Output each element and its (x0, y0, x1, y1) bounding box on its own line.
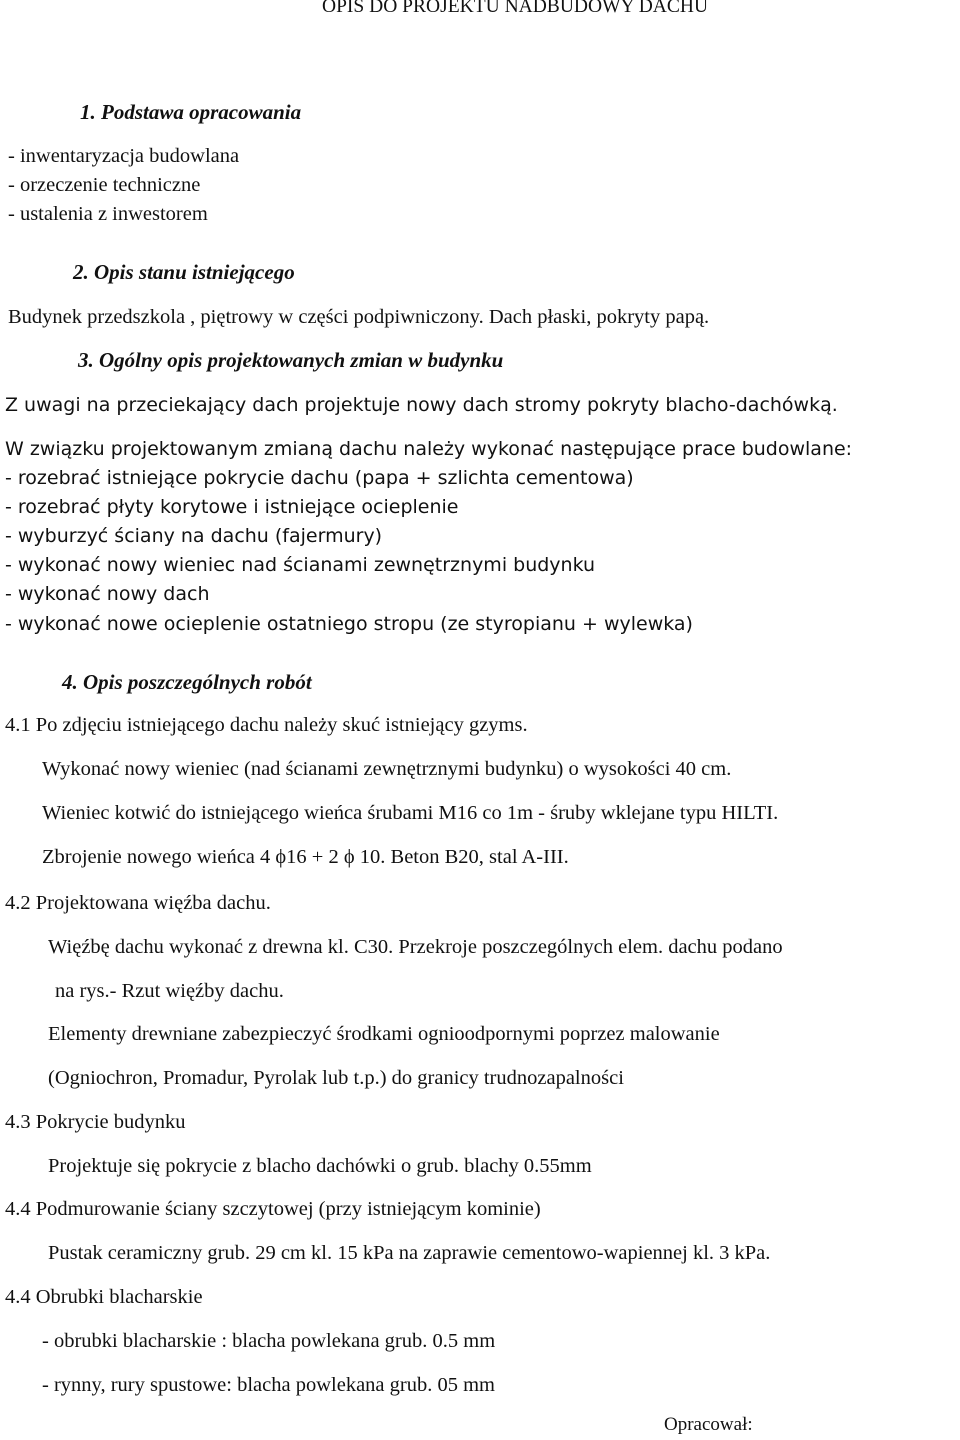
list-item: - orzeczenie techniczne (8, 174, 201, 196)
list-item: - rynny, rury spustowe: blacha powlekana grub. 05 mm (42, 1374, 495, 1396)
subsection-4-3-title: 4.3 Pokrycie budynku (5, 1111, 186, 1133)
paragraph: W związku projektowanym zmianą dachu należy wykonać następujące prace budowlane: (5, 438, 853, 460)
paragraph: na rys.- Rzut więźby dachu. (55, 980, 284, 1002)
list-item: - rozebrać płyty korytowe i istniejące ocieplenie (5, 496, 459, 518)
list-item: - rozebrać istniejące pokrycie dachu (papa + szlichta cementowa) (5, 467, 634, 489)
paragraph: Wieniec kotwić do istniejącego wieńca śrubami M16 co 1m - śruby wklejane typu HILTI. (42, 802, 779, 824)
list-item: - wykonać nowy dach (5, 583, 210, 605)
section-2-heading: 2. Opis stanu istniejącego (73, 260, 295, 284)
section-1-heading: 1. Podstawa opracowania (80, 100, 302, 124)
document-title: OPIS DO PROJEKTU NADBUDOWY DACHU (322, 0, 709, 17)
signature-label: Opracował: (664, 1414, 753, 1435)
paragraph: Zbrojenie nowego wieńca 4 ϕ16 + 2 ϕ 10. Beton B20, stal A-III. (42, 846, 569, 868)
list-item: - wykonać nowy wieniec nad ścianami zewnętrznymi budynku (5, 554, 596, 576)
section-4-heading: 4. Opis poszczególnych robót (62, 670, 312, 694)
paragraph: Elementy drewniane zabezpieczyć środkami ognioodpornymi poprzez malowanie (48, 1023, 720, 1045)
subsection-4-4-title: 4.4 Podmurowanie ściany szczytowej (przy istniejącym kominie) (5, 1198, 541, 1220)
paragraph: Więźbę dachu wykonać z drewna kl. C30. Przekroje poszczególnych elem. dachu podano (48, 936, 783, 958)
paragraph: (Ogniochron, Promadur, Pyrolak lub t.p.) do granicy trudnozapalności (48, 1067, 624, 1089)
paragraph: Pustak ceramiczny grub. 29 cm kl. 15 kPa na zaprawie cementowo-wapiennej kl. 3 kPa. (48, 1242, 771, 1264)
subsection-4-2-title: 4.2 Projektowana więźba dachu. (5, 892, 271, 914)
subsection-4-4b-title: 4.4 Obrubki blacharskie (5, 1286, 203, 1308)
list-item: - wykonać nowe ocieplenie ostatniego stropu (ze styropianu + wylewka) (5, 613, 693, 635)
list-item: - obrubki blacharskie : blacha powlekana grub. 0.5 mm (42, 1330, 496, 1352)
subsection-4-1-title: 4.1 Po zdjęciu istniejącego dachu należy skuć istniejący gzyms. (5, 714, 528, 736)
list-item: - ustalenia z inwestorem (8, 203, 208, 225)
paragraph: Budynek przedszkola , piętrowy w części podpiwniczony. Dach płaski, pokryty papą. (8, 306, 710, 328)
paragraph: Wykonać nowy wieniec (nad ścianami zewnętrznymi budynku) o wysokości 40 cm. (42, 758, 732, 780)
list-item: - wyburzyć ściany na dachu (fajermury) (5, 525, 383, 547)
section-3-heading: 3. Ogólny opis projektowanych zmian w budynku (78, 348, 504, 372)
list-item: - inwentaryzacja budowlana (8, 145, 240, 167)
paragraph: Projektuje się pokrycie z blacho dachówki o grub. blachy 0.55mm (48, 1155, 592, 1177)
paragraph: Z uwagi na przeciekający dach projektuje nowy dach stromy pokryty blacho-dachówką. (5, 394, 838, 416)
